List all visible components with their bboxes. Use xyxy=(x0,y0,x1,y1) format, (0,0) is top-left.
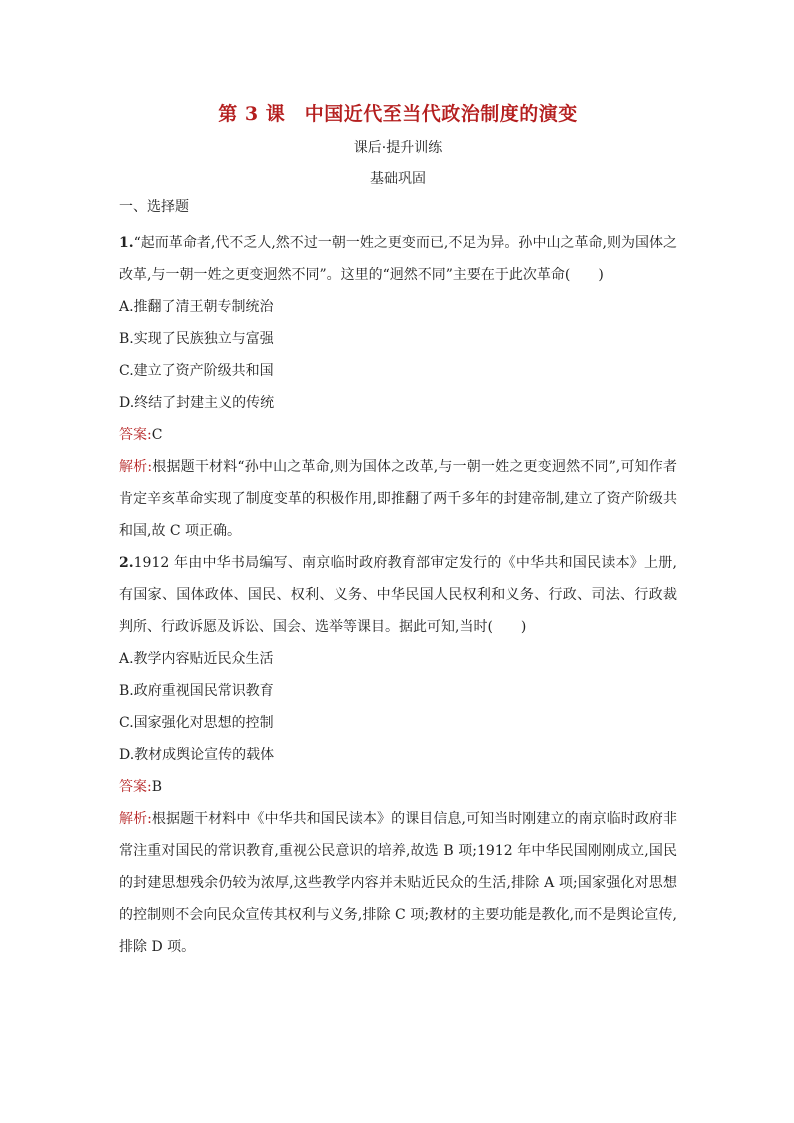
option-a: A.推翻了清王朝专制统治 xyxy=(119,299,274,315)
analysis-paragraph xyxy=(119,803,677,963)
analysis-text: 根据题干材料中《中华共和国民读本》的课目信息,可知当时刚建立的南京临时政府非常注重对国民的常识教育,重视公民意识的培养,故选 B 项;1912 年中华民国刚刚成立,国民的封建思想残余仍较为浓厚,这些教学内容并未贴近民众的生活,排除 A 项;国家强化对思想的控制则不会向民众宣传其权利与义务,排除 C 项;教材的主要功能是教化,而不是舆论宣传,排除 D 项。 xyxy=(119,811,677,955)
analysis-text: 根据题干材料“孙中山之革命,则为国体之改革,与一朝一姓之更变迥然不同”,可知作者肯定辛亥革命实现了制度变革的积极作用,即推翻了两千多年的封建帝制,建立了资产阶级共和国,故 C 项正确。 xyxy=(119,459,677,539)
question-number: 2. xyxy=(119,555,134,571)
option-c: C.国家强化对思想的控制 xyxy=(119,715,274,731)
analysis-label: 解析: xyxy=(119,811,152,827)
answer-line xyxy=(119,419,677,451)
question-number: 1. xyxy=(119,235,134,251)
section-heading: 基础巩固 xyxy=(370,171,426,187)
answer-label: 答案: xyxy=(119,427,152,443)
analysis-paragraph xyxy=(119,451,677,547)
document-page xyxy=(119,100,677,963)
answer-value: B xyxy=(151,779,163,795)
part-heading: 一、选择题 xyxy=(119,199,189,215)
option-b: B.政府重视国民常识教育 xyxy=(119,683,274,699)
question-stem xyxy=(119,547,677,643)
option-a: A.教学内容贴近民众生活 xyxy=(119,651,274,667)
lesson-subtitle: 课后·提升训练 xyxy=(353,140,443,156)
answer-line xyxy=(119,771,677,803)
option-c: C.建立了资产阶级共和国 xyxy=(119,363,274,379)
question-1 xyxy=(119,227,677,547)
question-text: 1912 年由中华书局编写、南京临时政府教育部审定发行的《中华共和国民读本》上册,有国家、国体政体、国民、权利、义务、中华民国人民权利和义务、行政、司法、行政裁判所、行政诉愿及诉讼、国会、选举等课目。据此可知,当时( ) xyxy=(119,555,677,635)
option-d: D.教材成舆论宣传的载体 xyxy=(119,747,275,763)
option-d: D.终结了封建主义的传统 xyxy=(119,395,275,411)
question-text: “起而革命者,代不乏人,然不过一朝一姓之更变而已,不足为异。孙中山之革命,则为国体之改革,与一朝一姓之更变迥然不同”。这里的“迥然不同”主要在于此次革命( ) xyxy=(119,235,677,283)
answer-label: 答案: xyxy=(119,779,152,795)
lesson-title: 第 3 课 中国近代至当代政治制度的演变 xyxy=(218,103,578,125)
question-2 xyxy=(119,547,677,963)
answer-value: C xyxy=(151,427,163,443)
analysis-label: 解析: xyxy=(119,459,153,475)
option-b: B.实现了民族独立与富强 xyxy=(119,331,274,347)
question-stem xyxy=(119,227,677,291)
